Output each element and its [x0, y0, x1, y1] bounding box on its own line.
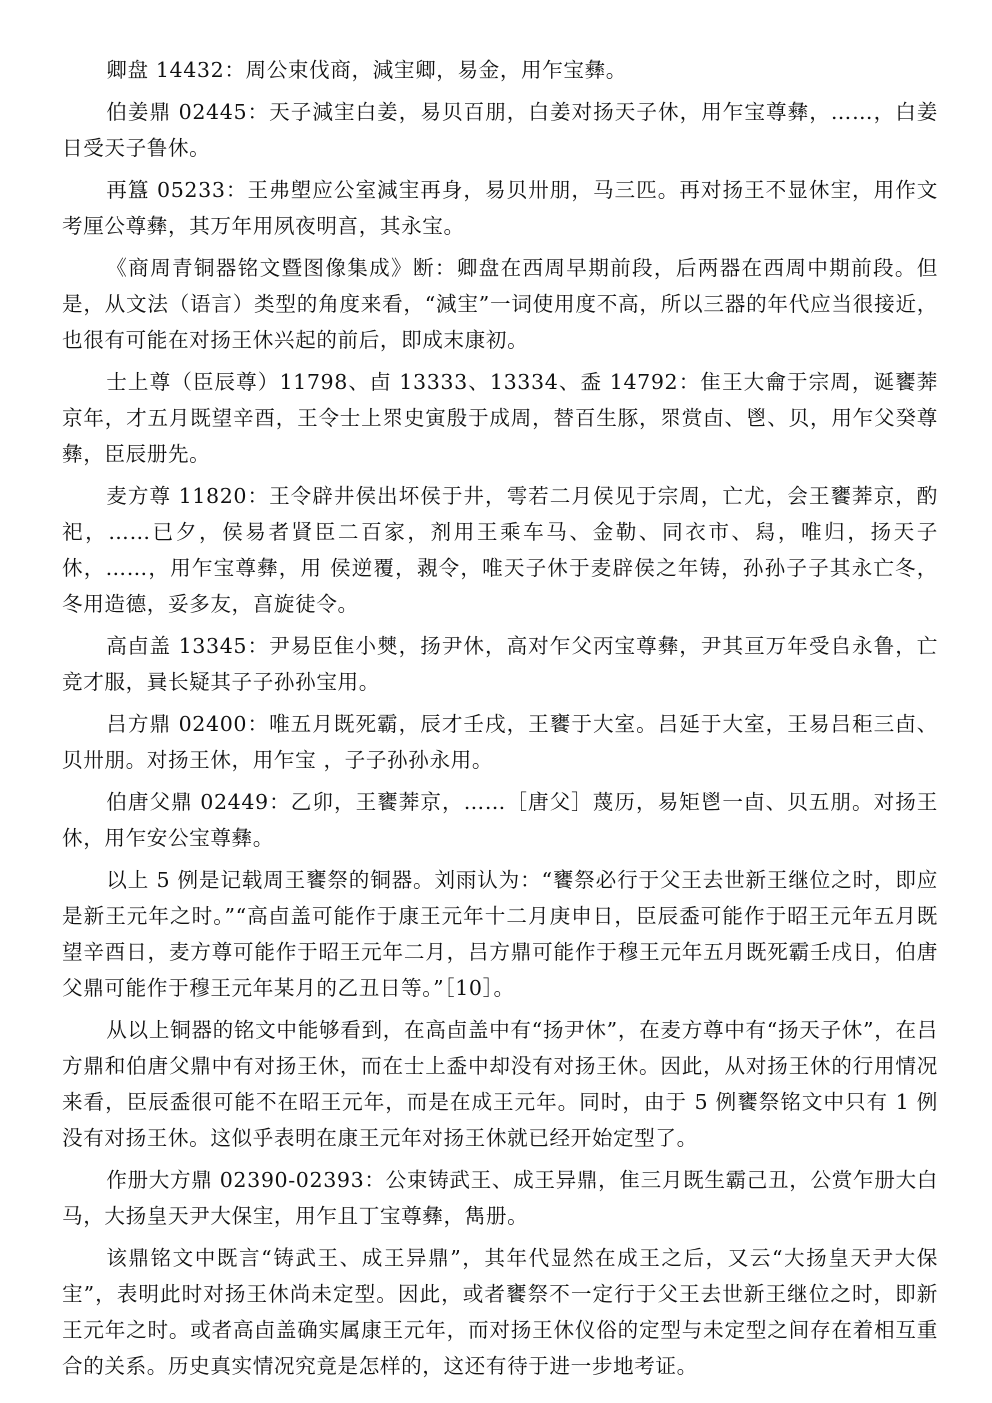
paragraph-conclusion: 该鼎铭文中既言“铸武王、成王异鼎”，其年代显然在成王之后，又云“大扬皇天尹大保宔”，表明此时对扬王休尚未定型。因此，或者饔祭不一定行于父王去世新王继位之时，即新王元年之时。或者高卣盖确实属康王元年，而对扬王休仪俗的定型与未定型之间存在着相互重合的关系。历史真实情况究竟是怎样的，这还有待于进一步地考证。 [62, 1246, 938, 1378]
paragraph-bo-jiang-ding: 伯姜鼎 02445：天子減宔白姜，易贝百朋，白姜对扬天子休，用乍宝尊彝，……，白姜日受天子鲁休。 [62, 100, 938, 160]
paragraph-zai-gui: 再簋 05233：王弗塱应公室減宔再身，易贝卅朋，马三匹。再对扬王不显休宔，用作文考厘公尊彝，其万年用夙夜明亯，其永宝。 [62, 178, 938, 238]
paragraph-qing-pan: 卿盘 14432：周公束伐商，減宔卿，易金，用乍宝彝。 [106, 58, 628, 82]
paragraph-lv-fang-ding: 吕方鼎 02400：唯五月既死霸，辰才壬戌，王饔于大室。吕延于大室，王易吕秬三卣、贝卅朋。对扬王休，用乍宝 ，子子孙孙永用。 [62, 712, 938, 772]
paragraph-bo-tang-fu-ding: 伯唐父鼎 02449：乙卯，王饔莾京，……［唐父］蔑历，易矩鬯一卣、贝五朋。对扬王休，用乍安公宝尊彝。 [62, 790, 938, 850]
paragraph-liu-yu-citation: 以上 5 例是记载周王饔祭的铜器。刘雨认为：“饔祭必行于父王去世新王继位之时，即应是新王元年之时。”“高卣盖可能作于康王元年十二月庚申日，臣辰盉可能作于昭王元年五月既望辛酉日，麦方尊可能作于昭王元年二月，吕方鼎可能作于穆王元年五月既死霸壬戌日，伯唐父鼎可能作于穆王元年某月的乙丑日等。”［10］。 [62, 868, 938, 1000]
document-body [62, 52, 938, 1390]
paragraph-zuo-ce-da-fang-ding: 作册大方鼎 02390-02393：公束铸武王、成王异鼎，隹三月既生霸己丑，公赏乍册大白马，大扬皇天尹大保宔，用乍且丁宝尊彝，雋册。 [62, 1168, 938, 1228]
paragraph-gao-you-gai: 高卣盖 13345：尹易臣隹小僰，扬尹休，高对乍父丙宝尊彝，尹其亘万年受𠂤永鲁，亡竞才服，㠱长疑其子子孙孙宝用。 [62, 634, 938, 694]
paragraph-mai-fang-zun: 麦方尊 11820：王令辟井侯出坏侯于井，雩若二月侯见于宗周，亡尤，会王饔莾京，酌祀，……已夕，侯易者䝨臣二百家，剂用王乘车马、金勒、同衣市、舄，唯归，扬天子休，……，用乍宝尊彝，用 侯逆覆，䚄令，唯天子休于麦辟侯之年铸，孙孙子子其永亡冬，冬用造德，妥多友，亯旋徒令。 [62, 484, 938, 616]
paragraph-analysis: 从以上铜器的铭文中能够看到，在高卣盖中有“扬尹休”，在麦方尊中有“扬天子休”，在吕方鼎和伯唐父鼎中有对扬王休，而在士上盉中却没有对扬王休。因此，从对扬王休的行用情况来看，臣辰盉很可能不在昭王元年，而是在成王元年。同时，由于 5 例饔祭铭文中只有 1 例没有对扬王休。这似乎表明在康王元年对扬王休就已经开始定型了。 [62, 1018, 938, 1150]
paragraph-shi-shang-zun: 士上尊（臣辰尊）11798、卣 13333、13334、盉 14792：隹王大龠于宗周，诞饔莾京年，才五月既望辛酉，王令士上眔史寅殷于成周，替百生豚，眔赏卣、鬯、贝，用乍父癸尊彝，臣辰册先。 [62, 370, 938, 466]
paragraph-dating-discussion: 《商周青铜器铭文暨图像集成》断：卿盘在西周早期前段，后两器在西周中期前段。但是，从文法（语言）类型的角度来看，“減宔”一词使用度不高，所以三器的年代应当很接近，也很有可能在对扬王休兴起的前后，即成末康初。 [62, 256, 938, 352]
